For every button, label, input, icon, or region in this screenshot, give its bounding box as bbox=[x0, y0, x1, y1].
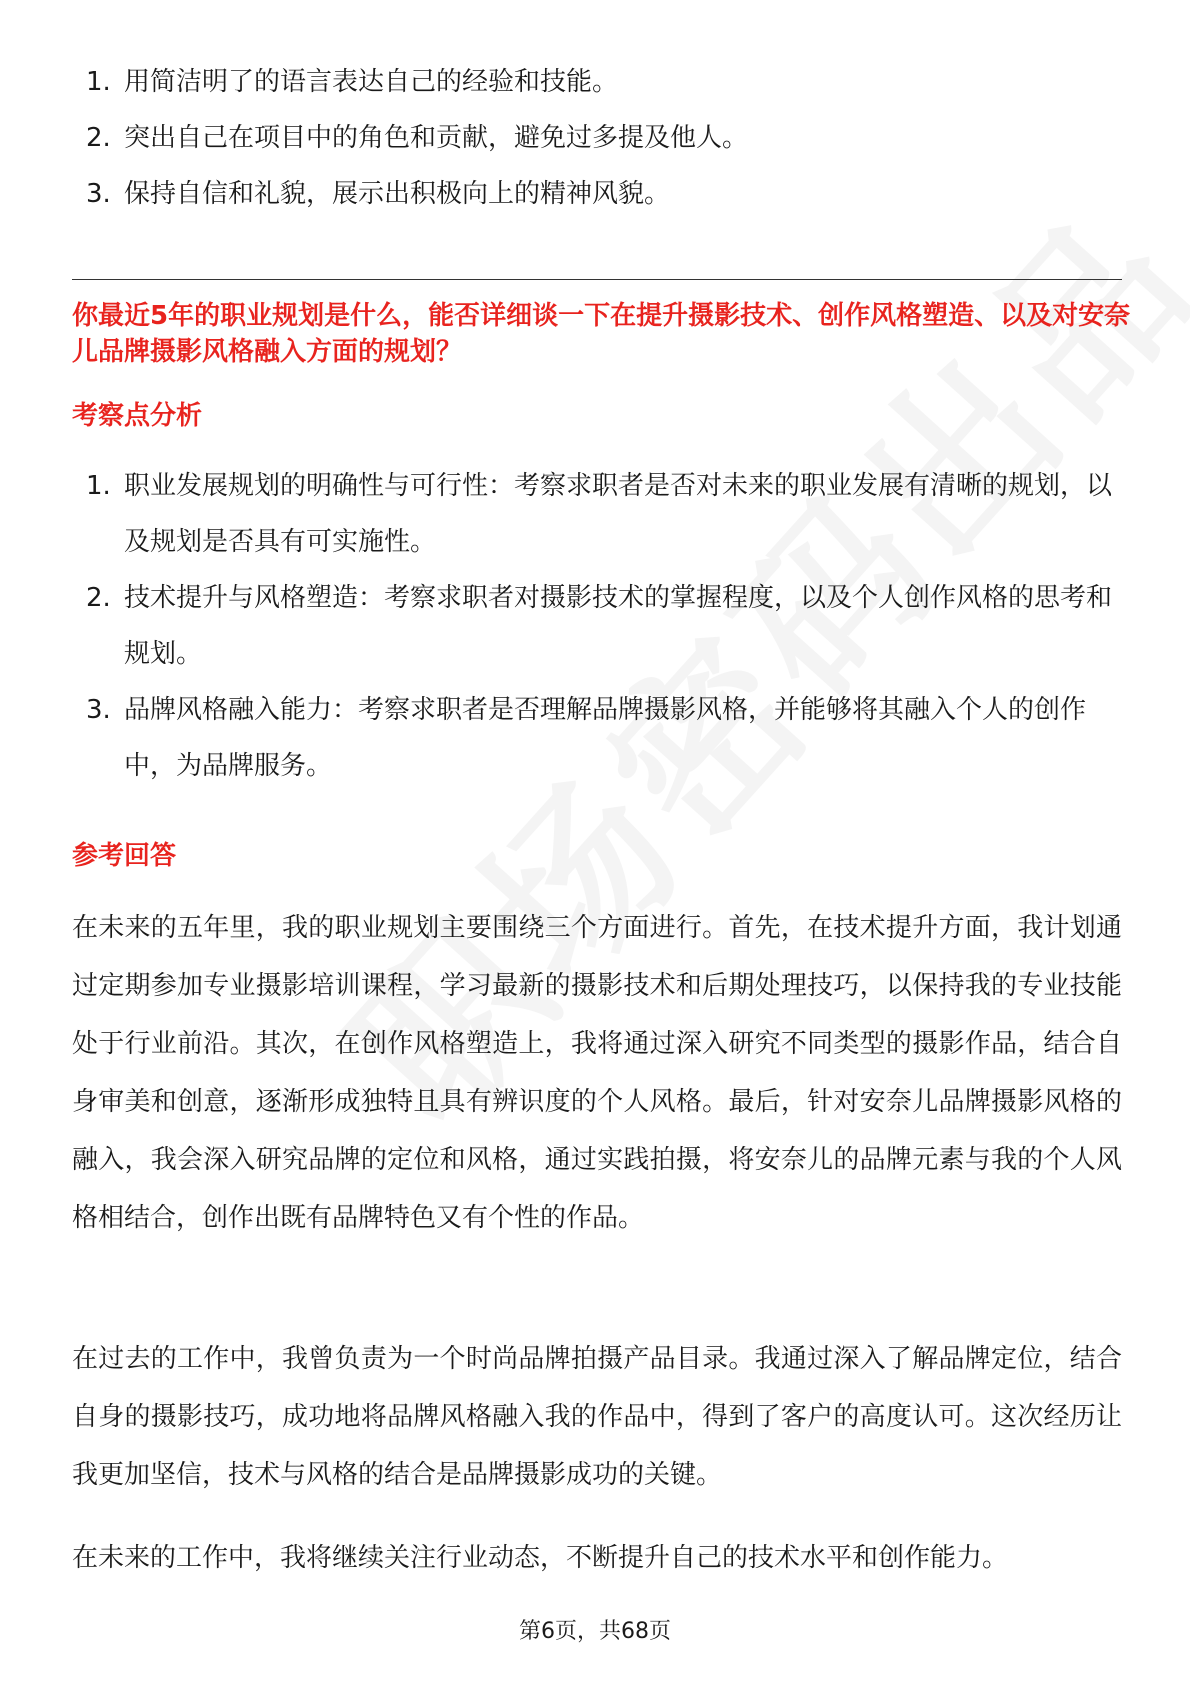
interview-question: 你最近5年的职业规划是什么，能否详细谈一下在提升摄影技术、创作风格塑造、以及对安奈儿品牌摄影风格融入方面的规划？ bbox=[72, 301, 1131, 367]
list-number: 3. bbox=[86, 179, 111, 209]
page-number: 第6页，共68页 bbox=[519, 1619, 671, 1644]
tips-list bbox=[72, 54, 1122, 222]
answer-heading: 参考回答 bbox=[72, 841, 177, 871]
list-item bbox=[72, 110, 1122, 166]
list-text: 保持自信和礼貌，展示出积极向上的精神风貌。 bbox=[124, 179, 671, 209]
list-text: 用简洁明了的语言表达自己的经验和技能。 bbox=[124, 67, 619, 97]
list-item bbox=[72, 54, 1122, 110]
list-number: 2. bbox=[86, 583, 111, 613]
list-text: 技术提升与风格塑造：考察求职者对摄影技术的掌握程度，以及个人创作风格的思考和规划。 bbox=[124, 583, 1113, 669]
list-number: 3. bbox=[86, 695, 111, 725]
list-text: 职业发展规划的明确性与可行性：考察求职者是否对未来的职业发展有清晰的规划，以及规划是否具有可实施性。 bbox=[124, 471, 1113, 557]
list-text: 突出自己在项目中的角色和贡献，避免过多提及他人。 bbox=[124, 123, 749, 153]
section-divider bbox=[72, 279, 1122, 280]
list-item bbox=[72, 570, 1122, 682]
answer-paragraph: 在过去的工作中，我曾负责为一个时尚品牌拍摄产品目录。我通过深入了解品牌定位，结合自身的摄影技巧，成功地将品牌风格融入我的作品中，得到了客户的高度认可。这次经历让我更加坚信，技术与风格的结合是品牌摄影成功的关键。 bbox=[72, 1344, 1122, 1490]
list-number: 2. bbox=[86, 123, 111, 153]
list-number: 1. bbox=[86, 67, 111, 97]
answer-paragraph: 在未来的工作中，我将继续关注行业动态，不断提升自己的技术水平和创作能力。 bbox=[72, 1543, 1009, 1573]
answer-paragraph: 在未来的五年里，我的职业规划主要围绕三个方面进行。首先，在技术提升方面，我计划通过定期参加专业摄影培训课程，学习最新的摄影技术和后期处理技巧，以保持我的专业技能处于行业前沿。其次，在创作风格塑造上，我将通过深入研究不同类型的摄影作品，结合自身审美和创意，逐渐形成独特且具有辨识度的个人风格。最后，针对安奈儿品牌摄影风格的融入，我会深入研究品牌的定位和风格，通过实践拍摄，将安奈儿的品牌元素与我的个人风格相结合，创作出既有品牌特色又有个性的作品。 bbox=[72, 913, 1122, 1233]
list-text: 品牌风格融入能力：考察求职者是否理解品牌摄影风格，并能够将其融入个人的创作中，为品牌服务。 bbox=[124, 695, 1087, 781]
list-item bbox=[72, 166, 1122, 222]
analysis-list bbox=[72, 458, 1122, 794]
list-item bbox=[72, 458, 1122, 570]
list-item bbox=[72, 682, 1122, 794]
analysis-heading: 考察点分析 bbox=[72, 401, 203, 431]
list-number: 1. bbox=[86, 471, 111, 501]
